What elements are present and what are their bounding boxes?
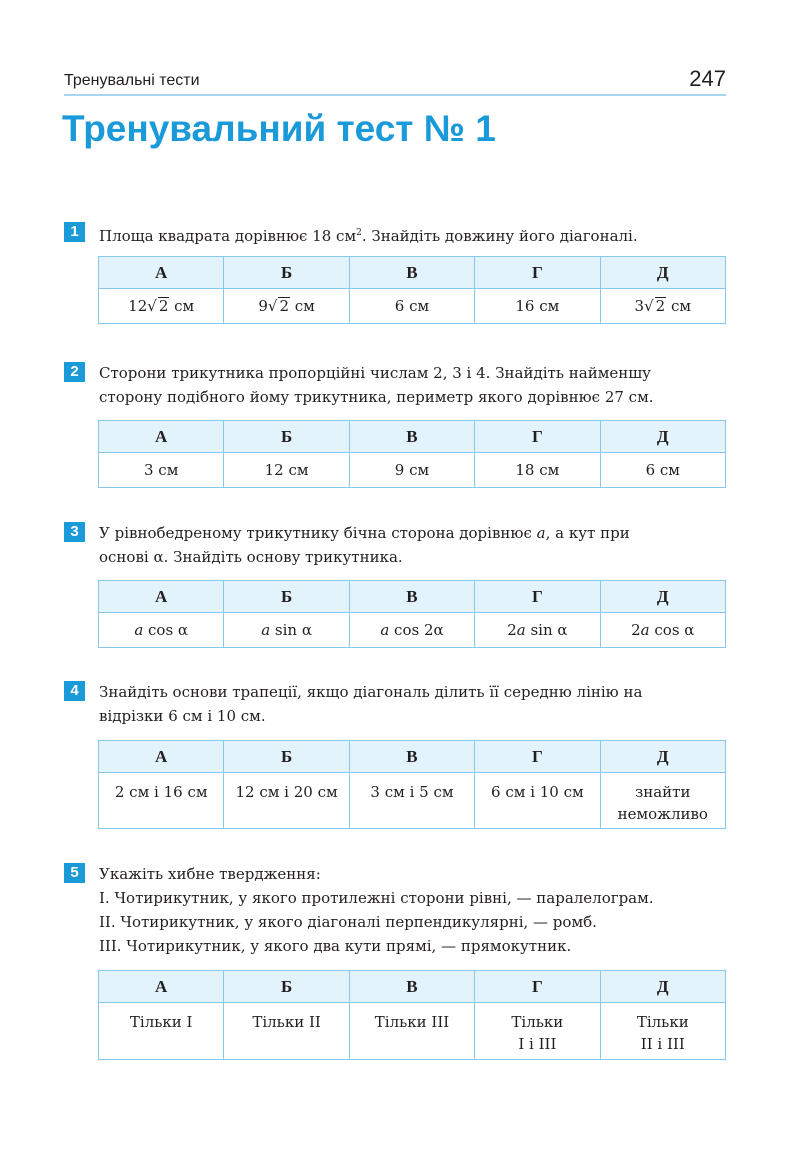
answer-v: a cos 2α	[349, 613, 474, 648]
task-number: 4	[64, 681, 85, 701]
option-label: Б	[224, 257, 349, 289]
answer-v: 6 см	[349, 289, 474, 324]
option-labels-row	[99, 421, 726, 453]
answer-b: 9√ 2 см	[224, 289, 349, 324]
option-label: А	[99, 741, 224, 773]
task-text: Площа квадрата дорівнює 18 $см^2$. Знайдіть довжину його діагоналі.	[99, 227, 638, 245]
answers-row	[99, 773, 726, 829]
option-label: Г	[475, 421, 600, 453]
answer-table	[98, 420, 726, 488]
answer-a: 3 см	[99, 453, 224, 488]
answer-table	[98, 740, 726, 829]
task-text: Укажіть хибне твердження: I. Чотирикутник, у якого протилежні сторони рівні, — паралелограм. II. Чотирикутник, у якого діагоналі перпендикулярні, — ромб. III. Чотирикутник, у якого два кути прямі, — прямокутник.	[99, 865, 654, 955]
answer-a: 2 см і 16 см	[99, 773, 224, 829]
task-1	[64, 221, 726, 248]
option-label: В	[349, 581, 474, 613]
option-label: Г	[475, 581, 600, 613]
answer-g: Тільки I і III	[475, 1003, 600, 1060]
answer-d: 6 см	[600, 453, 725, 488]
option-label: Г	[475, 971, 600, 1003]
answer-g: 16 см	[475, 289, 600, 324]
option-labels-row	[99, 581, 726, 613]
answer-b: a sin α	[224, 613, 349, 648]
answer-v: 9 см	[349, 453, 474, 488]
option-label: Д	[600, 421, 725, 453]
answer-a: 12√ 2 см	[99, 289, 224, 324]
option-label: В	[349, 971, 474, 1003]
option-label: Г	[475, 257, 600, 289]
answer-b: 12 см	[224, 453, 349, 488]
option-label: В	[349, 421, 474, 453]
answer-table	[98, 970, 726, 1060]
task-4	[64, 680, 726, 728]
page-number: 247	[689, 66, 726, 91]
option-labels-row	[99, 257, 726, 289]
task-2	[64, 361, 726, 409]
task-number: 5	[64, 863, 85, 883]
section-title: Тренувальні тести	[64, 72, 200, 89]
answer-d: 3√ 2 см	[600, 289, 725, 324]
answer-b: 12 см і 20 см	[224, 773, 349, 829]
option-labels-row	[99, 971, 726, 1003]
answers-row	[99, 613, 726, 648]
option-label: А	[99, 421, 224, 453]
task-number: 2	[64, 362, 85, 382]
answer-d: Тільки II і III	[600, 1003, 725, 1060]
answer-a: Тільки I	[99, 1003, 224, 1060]
answer-b: Тільки II	[224, 1003, 349, 1060]
option-label: Б	[224, 741, 349, 773]
task-number: 3	[64, 522, 85, 542]
option-label: Г	[475, 741, 600, 773]
option-label: Д	[600, 741, 725, 773]
option-label: В	[349, 741, 474, 773]
task-5	[64, 862, 726, 958]
answer-d: 2a cos α	[600, 613, 725, 648]
answer-g: 18 см	[475, 453, 600, 488]
answer-v: Тільки III	[349, 1003, 474, 1060]
answer-a: a cos α	[99, 613, 224, 648]
option-label: Б	[224, 581, 349, 613]
option-label: Д	[600, 581, 725, 613]
option-label: В	[349, 257, 474, 289]
answer-g: 2a sin α	[475, 613, 600, 648]
option-label: Д	[600, 971, 725, 1003]
option-label: А	[99, 581, 224, 613]
task-text: У рівнобедреному трикутнику бічна сторона дорівнює a, а кут при основі α. Знайдіть основу трикутника.	[99, 524, 630, 566]
option-label: Д	[600, 257, 725, 289]
answer-table	[98, 580, 726, 648]
option-label: Б	[224, 971, 349, 1003]
task-number: 1	[64, 222, 85, 242]
option-label: А	[99, 257, 224, 289]
option-labels-row	[99, 741, 726, 773]
answer-table	[98, 256, 726, 324]
answers-row	[99, 1003, 726, 1060]
answer-v: 3 см і 5 см	[349, 773, 474, 829]
answers-row	[99, 289, 726, 324]
answers-row	[99, 453, 726, 488]
task-text: Сторони трикутника пропорційні числам 2, 3 і 4. Знайдіть найменшу сторону подібного йому трикутника, периметр якого дорівнює 27 см.	[99, 364, 654, 406]
task-3	[64, 521, 726, 569]
answer-g: 6 см і 10 см	[475, 773, 600, 829]
running-header	[64, 68, 726, 96]
page-title: Тренувальний тест № 1	[62, 108, 496, 149]
option-label: Б	[224, 421, 349, 453]
task-text: Знайдіть основи трапеції, якщо діагональ ділить її середню лінію на відрізки 6 см і 10 см.	[99, 683, 643, 725]
answer-d: знайти неможливо	[600, 773, 725, 829]
option-label: А	[99, 971, 224, 1003]
